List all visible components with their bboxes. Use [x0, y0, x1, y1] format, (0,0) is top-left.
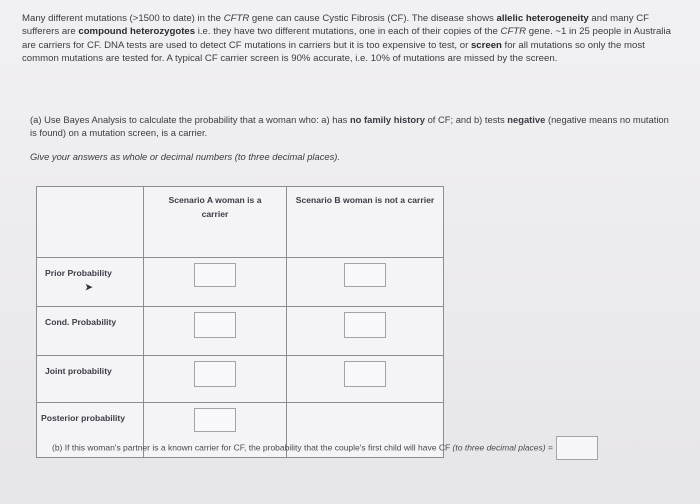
row-label-text: Cond. Probability	[45, 317, 117, 327]
question-a-text-3: (negative means no mutation is found) on a mutation screen, is a carrier.	[30, 114, 669, 139]
term-allelic-heterogeneity: allelic heterogeneity	[496, 13, 589, 24]
row-label-text: Joint probability	[45, 366, 112, 376]
header-scenario-a	[144, 187, 287, 258]
term-compound-heterozygotes: compound heterozygotes	[78, 26, 196, 38]
bayes-table	[36, 186, 444, 458]
intro-text-2: gene can cause Cystic Fibrosis (CF). The disease shows	[249, 13, 497, 24]
header-scenario-b	[287, 187, 444, 258]
question-a	[30, 113, 670, 140]
input-posterior-a[interactable]	[194, 408, 236, 432]
input-prior-b[interactable]	[344, 263, 386, 287]
cell-joint-a	[144, 356, 287, 403]
question-a-text-2: of CF; and b) tests	[424, 114, 508, 125]
term-no-family-history: no family history	[349, 114, 425, 125]
input-cond-a[interactable]	[194, 312, 236, 338]
row-label-joint	[37, 356, 144, 403]
answer-instructions: Give your answers as whole or decimal numbers (to three decimal places).	[30, 151, 341, 162]
table-row	[37, 258, 444, 307]
gene-name-1: CFTR	[223, 13, 250, 24]
cell-cond-b	[287, 307, 444, 356]
intro-paragraph	[22, 12, 672, 65]
cell-cond-a	[144, 307, 287, 356]
row-label-cond	[37, 307, 144, 356]
question-b	[52, 436, 652, 460]
intro-text-4: i.e. they have two different mutations, one in each of their copies of the	[195, 26, 501, 38]
term-screen: screen	[470, 39, 502, 51]
input-joint-b[interactable]	[344, 361, 386, 387]
cell-prior-a	[144, 258, 287, 307]
question-a-text-1: (a) Use Bayes Analysis to calculate the probability that a woman who: a) has	[30, 114, 350, 125]
question-b-hint: (to three decimal places)	[452, 442, 546, 453]
header-scenario-a-label: Scenario A woman is a carrier	[168, 195, 262, 219]
input-question-b[interactable]	[556, 436, 598, 460]
table-header-row	[37, 187, 444, 258]
intro-text-3: and many CF sufferers are	[22, 13, 650, 38]
intro-text-1: Many different mutations (>1500 to date) in the	[22, 13, 224, 24]
mouse-cursor-icon: ➤	[85, 282, 93, 292]
row-label-text: Posterior probability	[41, 413, 126, 423]
row-label-prior	[37, 258, 144, 307]
table-row	[37, 307, 444, 356]
intro-text-6: for all mutations so only the most common mutations are tested for. A typical CF carrier screen is 90% accurate, i.e. 10% of mutations are missed by the screen.	[22, 39, 645, 64]
cell-joint-b	[287, 356, 444, 403]
table-corner-cell	[37, 187, 144, 258]
table-row	[37, 356, 444, 403]
question-b-equals: =	[545, 442, 553, 453]
header-scenario-b-label: Scenario B woman is not a carrier	[295, 195, 435, 205]
input-cond-b[interactable]	[344, 312, 386, 338]
intro-text-5: gene. ~1 in 25 people in Australia are carriers for CF. DNA tests are used to detect CF mutations in carriers but it is too expensive to test, or	[22, 26, 671, 51]
gene-name-2: CFTR	[500, 26, 527, 38]
input-joint-a[interactable]	[194, 361, 236, 387]
term-negative: negative	[507, 114, 546, 125]
question-b-text: (b) If this woman's partner is a known carrier for CF, the probability that the couple's first child will have CF	[52, 442, 453, 453]
cell-prior-b	[287, 258, 444, 307]
input-prior-a[interactable]	[194, 263, 236, 287]
row-label-text: Prior Probability	[45, 268, 112, 278]
